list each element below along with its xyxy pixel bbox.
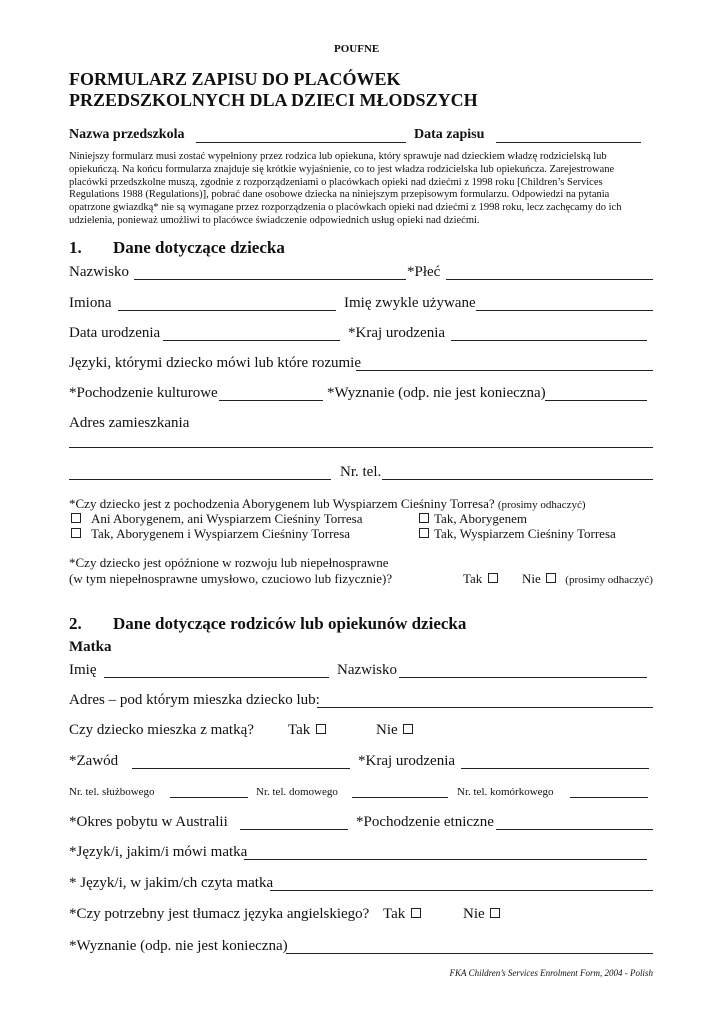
mother-occupation-label: *Zawód [69,753,119,769]
disability-question-line1: *Czy dziecko jest opóźnione w rozwoju lub niepełnosprawne [69,555,389,570]
mother-address-field[interactable] [317,707,653,708]
checkbox-icon[interactable] [316,724,326,734]
atsi-option-3[interactable] [69,526,350,542]
section2-title: Dane dotyczące rodziców lub opiekunów dziecka [113,614,467,633]
atsi-question [69,496,586,512]
child-address-field-2[interactable] [69,479,331,480]
disability-question [69,555,392,587]
lives-with-mother-yes-label: Tak [288,722,311,738]
checkbox-icon[interactable] [71,513,81,523]
disability-yes-option[interactable] [463,571,500,587]
interpreter-yes-option[interactable] [383,906,423,923]
child-religion-label: *Wyznanie (odp. nie jest konieczna) [327,385,546,401]
child-sex-field[interactable] [446,279,653,280]
disability-yes-label: Tak [463,571,483,586]
child-phone-field[interactable] [382,479,653,480]
checkbox-icon[interactable] [71,528,81,538]
checkbox-icon[interactable] [488,573,498,583]
form-title-line2: PRZEDSZKOLNYCH DLA DZIECI MŁODSZYCH [69,90,478,110]
checkbox-icon[interactable] [411,908,421,918]
child-address-label: Adres zamieszkania [69,415,190,431]
form-title [69,69,478,111]
section1-title: Dane dotyczące dziecka [113,238,285,257]
child-given-names-label: Imiona [69,295,112,311]
checkbox-icon[interactable] [419,513,429,523]
disability-question-line2: (w tym niepełnosprawne umysłowo, czuciowo lub fizycznie)? [69,571,393,586]
intro-line: placówki przedszkolne muszą, zgodnie z rozporządzeniami o placówkach opieki nad dziećmi z 1998 roku [Children’s Services [69,176,603,188]
atsi-question-text: *Czy dziecko jest z pochodzenia Aborygenem lub Wyspiarzem Cieśniny Torresa? [69,496,495,511]
disability-no-option[interactable] [522,571,653,587]
preschool-name-field[interactable] [196,142,406,143]
preschool-name-label: Nazwa przedszkola [69,127,185,142]
checkbox-icon[interactable] [490,908,500,918]
child-surname-field[interactable] [134,279,406,280]
lives-with-mother-no[interactable] [376,722,415,739]
child-sex-label: *Płeć [407,264,441,280]
child-languages-label: Języki, którymi dziecko mówi lub które rozumie [69,355,362,371]
mother-address-label: Adres – pod którym mieszka dziecko lub: [69,692,320,708]
child-birth-country-field[interactable] [451,340,647,341]
interpreter-no-label: Nie [463,906,485,922]
section1-number: 1. [69,238,82,257]
child-usual-name-field[interactable] [476,310,653,311]
footer-text: FKA Children’s Services Enrolment Form, 2004 - Polish [449,968,653,978]
mother-birth-country-field[interactable] [461,768,649,769]
ethnic-origin-label: *Pochodzenie etniczne [356,814,494,830]
intro-line: opatrzone gwiazdką* nie są wymagane przez rozporządzenia o placówkach opieki nad dziećmi z 1998 roku, lecz zachęcamy do ich [69,202,622,214]
mother-birth-country-label: *Kraj urodzenia [358,753,456,769]
lives-with-mother-yes[interactable] [288,722,328,739]
child-usual-name-label: Imię zwykle używane [344,295,476,311]
enrol-date-field[interactable] [496,142,641,143]
intro-line: opiekuńczą. Na końcu formularza znajduje się krótkie wyjaśnienie, co to jest władza rodzicielska lub opiekuńcza. Zarejestrowane [69,163,615,175]
lives-with-mother-no-label: Nie [376,722,398,738]
mother-speaks-label: *Język/i, jakim/i mówi matka [69,844,248,860]
lives-with-mother-label: Czy dziecko mieszka z matką? [69,722,254,738]
interpreter-question: *Czy potrzebny jest tłumacz języka angielskiego? [69,906,370,922]
mother-surname-label: Nazwisko [337,662,397,678]
form-title-line1: FORMULARZ ZAPISU DO PLACÓWEK [69,69,401,89]
child-languages-field[interactable] [356,370,653,371]
child-surname-label: Nazwisko [69,264,129,280]
confidential-label: POUFNE [334,43,380,55]
atsi-option-4-label: Tak, Wyspiarzem Cieśniny Torresa [434,526,616,541]
atsi-option-1[interactable] [69,511,363,527]
child-cultural-origin-label: *Pochodzenie kulturowe [69,385,218,401]
atsi-option-2[interactable] [417,511,527,527]
mother-heading: Matka [69,639,112,655]
mother-speaks-field[interactable] [244,859,647,860]
atsi-option-2-label: Tak, Aborygenem [434,511,527,526]
stay-period-field[interactable] [240,829,348,830]
interpreter-yes-label: Tak [383,906,406,922]
checkbox-icon[interactable] [546,573,556,583]
child-phone-label: Nr. tel. [340,464,382,480]
mother-work-phone-label: Nr. tel. służbowego [69,786,155,798]
stay-period-label: *Okres pobytu w Australii [69,814,228,830]
mother-religion-field[interactable] [286,953,653,954]
ethnic-origin-field[interactable] [496,829,653,830]
atsi-option-3-label: Tak, Aborygenem i Wyspiarzem Cieśniny Torresa [91,526,351,541]
child-birth-country-label: *Kraj urodzenia [348,325,446,341]
mother-first-name-label: Imię [69,662,97,678]
mother-first-name-field[interactable] [104,677,329,678]
child-dob-field[interactable] [163,340,340,341]
intro-text [69,151,621,228]
disability-no-label: Nie [522,571,541,586]
mother-reads-field[interactable] [270,890,653,891]
child-given-names-field[interactable] [118,310,336,311]
interpreter-no-option[interactable] [463,906,502,923]
mother-religion-label: *Wyznanie (odp. nie jest konieczna) [69,938,288,954]
mother-reads-label: * Język/i, w jakim/ch czyta matka [69,875,274,891]
mother-mobile-phone-label: Nr. tel. komórkowego [457,786,554,798]
mother-home-phone-field[interactable] [352,797,448,798]
mother-work-phone-field[interactable] [170,797,248,798]
atsi-option-4[interactable] [417,526,616,542]
atsi-tick-note: (prosimy odhaczyć) [497,499,586,511]
checkbox-icon[interactable] [419,528,429,538]
mother-occupation-field[interactable] [132,768,350,769]
disability-tick-note: (prosimy odhaczyć) [565,574,653,586]
child-cultural-origin-field[interactable] [219,400,323,401]
intro-line: Niniejszy formularz musi zostać wypełniony przez rodzica lub opiekuna, który sprawuje nad dzieckiem władzę rodzicielską lub [69,151,607,162]
mother-mobile-phone-field[interactable] [570,797,648,798]
child-religion-field[interactable] [545,400,647,401]
intro-line: Regulations 1988 (Regulations)], pobrać dane osobowe dziecka na niniejszym przepisowym formularzu. Odpowiedzi na pytania [69,189,610,201]
checkbox-icon[interactable] [403,724,413,734]
mother-home-phone-label: Nr. tel. domowego [256,786,338,798]
child-dob-label: Data urodzenia [69,325,161,341]
intro-line: udzielenia, ponieważ umożliwi to placówce świadczenie odpowiednich usług opieki nad dziećmi. [69,214,480,226]
child-address-field[interactable] [69,447,653,448]
enrol-date-label: Data zapisu [414,127,485,142]
mother-surname-field[interactable] [399,677,647,678]
atsi-option-1-label: Ani Aborygenem, ani Wyspiarzem Cieśniny Torresa [91,511,363,526]
section2-number: 2. [69,614,82,633]
